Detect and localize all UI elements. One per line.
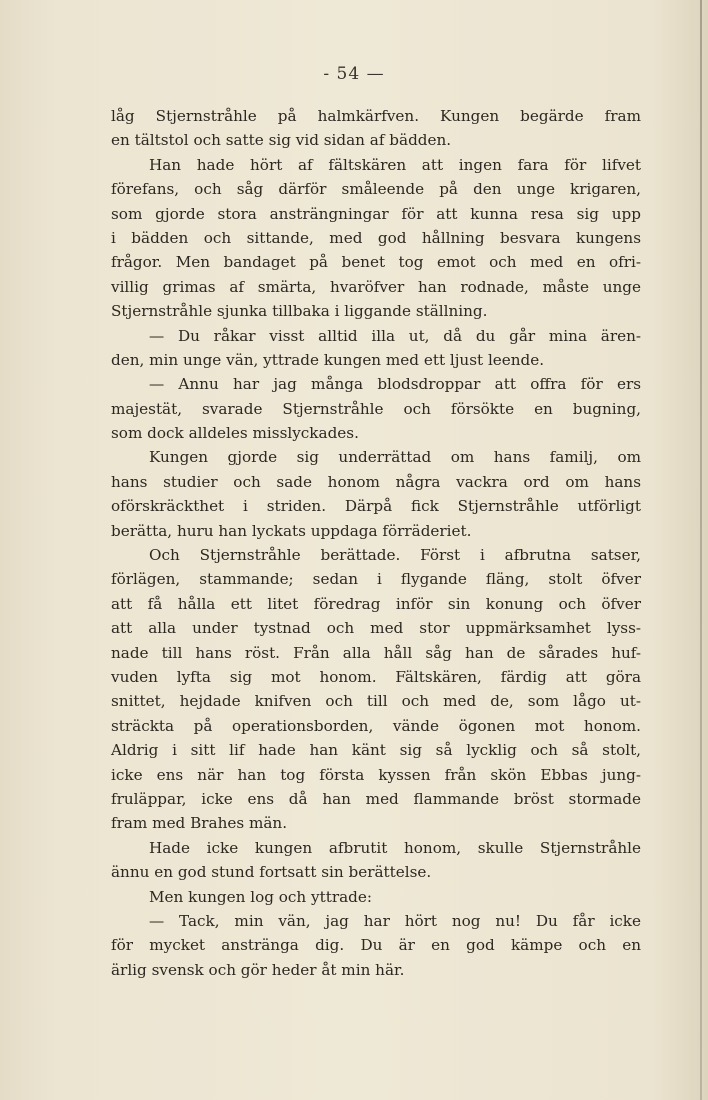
page-edge bbox=[700, 0, 702, 1100]
text-line: nade till hans röst. Från alla håll såg han de sårades huf- bbox=[111, 643, 641, 662]
text-line: att alla under tystnad och med stor uppmärksamhet lyss- bbox=[111, 619, 641, 638]
text-line: för mycket anstränga dig. Du är en god kämpe och en bbox=[111, 936, 641, 955]
text-line: Kungen gjorde sig underrättad om hans familj, om bbox=[149, 448, 641, 467]
body-text bbox=[111, 104, 641, 982]
text-line: att få hålla ett litet föredrag inför sin konung och öfver bbox=[111, 594, 641, 613]
text-line: förefans, och såg därför småleende på den unge krigaren, bbox=[111, 180, 641, 199]
text-line: hans studier och sade honom några vackra ord om hans bbox=[111, 472, 641, 491]
page-number-dash-left: - bbox=[323, 64, 337, 84]
text-line: Och Stjernstråhle berättade. Först i afbrutna satser, bbox=[149, 546, 641, 565]
text-line: frågor. Men bandaget på benet tog emot och med en ofri- bbox=[111, 253, 641, 272]
text-line: fruläppar, icke ens då han med flammande bröst stormade bbox=[111, 789, 641, 808]
text-line: Stjernstråhle sjunka tillbaka i liggande ställning. bbox=[111, 302, 488, 321]
text-line: berätta, huru han lyckats uppdaga förräderiet. bbox=[111, 521, 472, 540]
text-line: majestät, svarade Stjernstråhle och försökte en bugning, bbox=[111, 399, 641, 418]
text-line: Aldrig i sitt lif hade han känt sig så lycklig och så stolt, bbox=[111, 741, 641, 760]
text-line: en tältstol och satte sig vid sidan af bädden. bbox=[111, 131, 452, 150]
text-line: Men kungen log och yttrade: bbox=[149, 887, 372, 906]
text-line: — Annu har jag många blodsdroppar att offra för ers bbox=[149, 375, 641, 394]
text-line: villig grimas af smärta, hvaröfver han rodnade, måste unge bbox=[111, 277, 641, 296]
text-line: ärlig svensk och gör heder åt min här. bbox=[111, 960, 405, 979]
text-line: vuden lyfta sig mot honom. Fältskären, färdig att göra bbox=[111, 667, 641, 686]
page-number-value: 54 bbox=[336, 64, 361, 84]
page-number-dash-right: — bbox=[360, 64, 385, 84]
text-line: oförskräckthet i striden. Därpå fick Stjernstråhle utförligt bbox=[111, 497, 641, 516]
text-line: som dock alldeles misslyckades. bbox=[111, 424, 359, 443]
text-line: förlägen, stammande; sedan i flygande fläng, stolt öfver bbox=[111, 570, 641, 589]
text-line: Hade icke kungen afbrutit honom, skulle Stjernstråhle bbox=[149, 838, 641, 857]
text-line: ännu en god stund fortsatt sin berättelse. bbox=[111, 863, 432, 882]
text-line: som gjorde stora ansträngningar för att kunna resa sig upp bbox=[111, 204, 641, 223]
page-number bbox=[0, 64, 708, 84]
text-line: i bädden och sittande, med god hållning besvara kungens bbox=[111, 228, 641, 247]
text-line: snittet, hejdade knifven och till och med de, som lågo ut- bbox=[111, 692, 641, 711]
text-line: låg Stjernstråhle på halmkärfven. Kungen begärde fram bbox=[111, 107, 641, 125]
text-line: fram med Brahes män. bbox=[111, 814, 288, 833]
text-line: sträckta på operationsborden, vände ögonen mot honom. bbox=[111, 716, 641, 735]
text-line: icke ens när han tog första kyssen från skön Ebbas jung- bbox=[111, 765, 641, 784]
text-line: den, min unge vän, yttrade kungen med ett ljust leende. bbox=[111, 350, 545, 369]
text-line: Han hade hört af fältskären att ingen fara för lifvet bbox=[149, 155, 641, 174]
text-line: — Du råkar visst alltid illa ut, då du går mina ären- bbox=[149, 326, 641, 345]
text-line: — Tack, min vän, jag har hört nog nu! Du får icke bbox=[149, 911, 641, 930]
